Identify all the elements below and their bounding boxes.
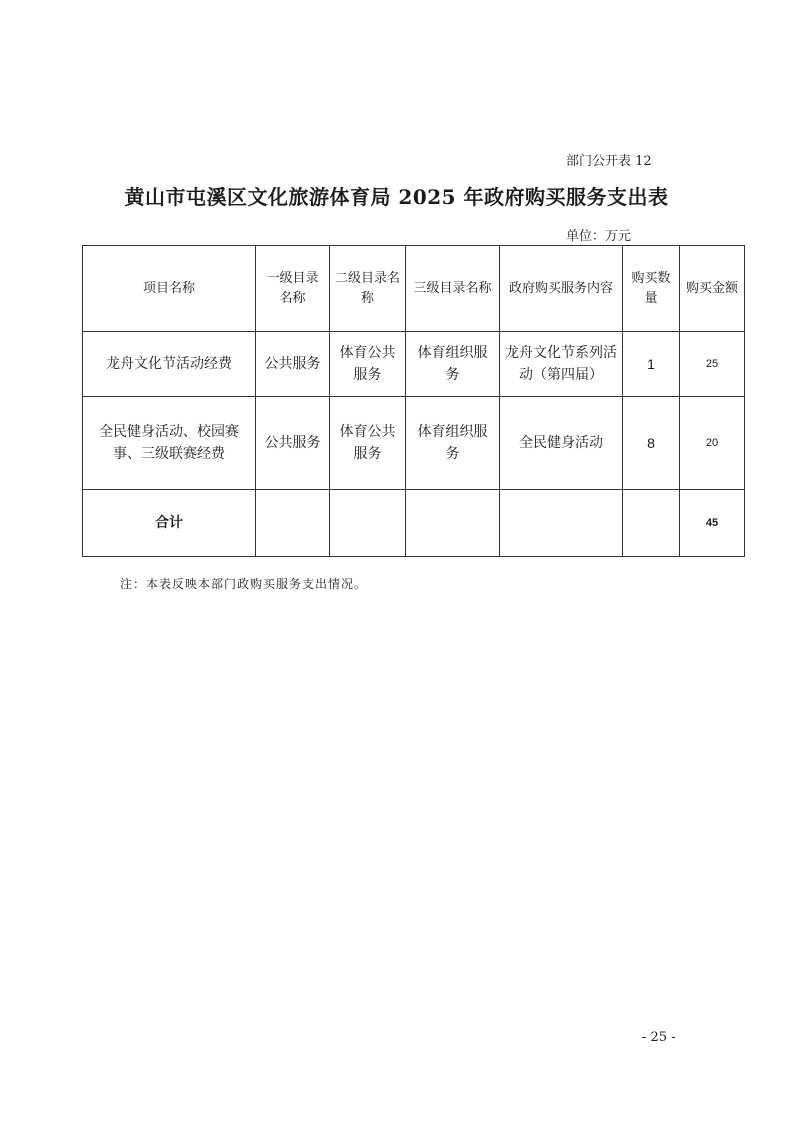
empty-cell [330,490,406,557]
amount-cell: 25 [680,332,745,397]
service-content-cell: 龙舟文化节系列活动（第四届） [500,332,623,397]
table-row [83,332,745,397]
purchase-services-table [82,245,745,557]
amount-cell: 20 [680,397,745,490]
level2-category-cell: 体育公共服务 [330,397,406,490]
empty-cell [406,490,500,557]
level2-category-cell: 体育公共服务 [330,332,406,397]
header-service-content: 政府购买服务内容 [500,246,623,332]
table-row [83,397,745,490]
level1-category-cell: 公共服务 [256,397,330,490]
total-label: 合计 [83,490,256,557]
header-level2-category: 二级目录名称 [330,246,406,332]
header-amount: 购买金额 [680,246,745,332]
table-header-row [83,246,745,332]
level3-category-cell: 体育组织服务 [406,397,500,490]
empty-cell [500,490,623,557]
quantity-cell: 1 [623,332,680,397]
service-content-cell: 全民健身活动 [500,397,623,490]
page-number: - 25 - [642,1030,676,1045]
header-level3-category: 三级目录名称 [406,246,500,332]
header-quantity: 购买数量 [623,246,680,332]
empty-cell [623,490,680,557]
project-name-cell: 全民健身活动、校园赛事、三级联赛经费 [83,397,256,490]
unit-label: 单位：万元 [566,229,632,244]
total-amount: 45 [680,490,745,557]
table-note: 注：本表反映本部门政购买服务支出情况。 [120,577,368,591]
empty-cell [256,490,330,557]
project-name-cell: 龙舟文化节活动经费 [83,332,256,397]
table-total-row [83,490,745,557]
level3-category-cell: 体育组织服务 [406,332,500,397]
quantity-cell: 8 [623,397,680,490]
header-project-name: 项目名称 [83,246,256,332]
page-title: 黄山市屯溪区文化旅游体育局 2025 年政府购买服务支出表 [124,185,669,209]
doc-code: 部门公开表 12 [566,154,652,169]
level1-category-cell: 公共服务 [256,332,330,397]
header-level1-category: 一级目录名称 [256,246,330,332]
